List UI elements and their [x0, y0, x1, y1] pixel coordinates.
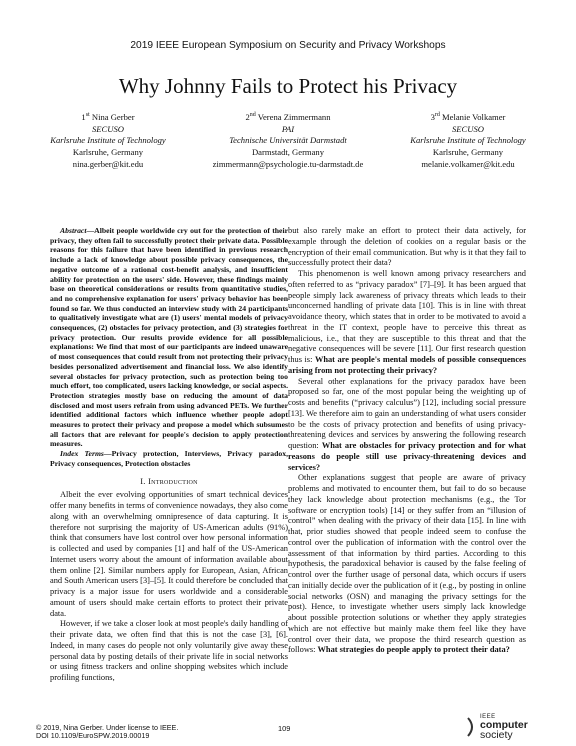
- logo-ieee: IEEE: [480, 714, 496, 720]
- paragraph: Albeit the ever evolving opportunities of smart technical devices offer many benefits in terms of convenience nowadays, they also come along with an overwhelming omnipresence of data capturing. It is therefore not surprising the majority of US-American adults (91%) think that consumers have lost control over how personal information is collected and used by companies [1] and half of the US-American Internet users worry about the amount of information available about them online [2]. Similar numbers apply for European, Asian, African and South American users [3]–[5]. It could therefore be concluded that privacy is a major issue for users worldwide and a considerable amount of users should make certain efforts to protect their private data.: [50, 490, 288, 618]
- right-column: [288, 226, 526, 656]
- author-location: Karlsruhe, Germany: [432, 147, 504, 158]
- author-block-3: [378, 110, 558, 171]
- author-block-2: [198, 110, 378, 171]
- index-terms: Index Terms—Privacy protection, Interviews, Privacy paradox, Privacy consequences, Protection obstacles: [50, 449, 289, 468]
- paragraph: This phenomenon is well known among privacy researchers and often referred to as “privacy paradox” [7]–[9]. It has been argued that people simply lack awareness of privacy threats which leads to their unconcerned handling of private data [10]. This is in line with threat avoidance theory, which states that in order to be motivated to avoid a threat in the IT context, people have to perceive this threat as malicious, i.e., that they are susceptible to this threat and that the negative consequences will be severe [11]. Our first research question thus is: What are people's mental models of possible consequences arising from not protecting their privacy?: [288, 269, 527, 375]
- author-dept: PAI: [281, 123, 295, 134]
- author-location: Darmstadt, Germany: [251, 147, 325, 158]
- left-column: [50, 226, 288, 684]
- author-email: zimmermann@psychologie.tu-darmstadt.de: [212, 159, 364, 170]
- author-email: nina.gerber@kit.edu: [72, 159, 144, 170]
- author-dept: SECUSO: [92, 123, 124, 134]
- paragraph: Several other explanations for the privacy paradox have been proposed so far, one of the most popular being the weighting up of costs and benefits (“privacy calculus”) [12], including social pressure [13]. We therefore aim to gain an understanding of what users consider to be the costs of privacy protection and benefits of using privacy-threatening devices and services by answering the following research question: What are obstacles for privacy protection and for what reasons do people still use privacy-threatening devices and services?: [288, 376, 526, 472]
- author-name: 2nd Verena Zimmermann: [245, 111, 331, 122]
- doi: DOI 10.1109/EuroSPW.2019.00019: [36, 731, 150, 741]
- author-name: 3rd Melanie Volkamer: [430, 111, 506, 122]
- abstract: Abstract—Albeit people worldwide cry out for the protection of their privacy, they often fail to successfully protect their private data. Possible reasons for this failure that have been identified in previous research include a lack of knowledge about possible privacy consequences, the negative outcome of a rational cost-benefit analysis, and insufficient ability for protection on the users' side. However, these findings mainly base on theoretical considerations or results from quantitative studies, and no comprehensive explanation for users' privacy behavior has been found so far. We thus conducted an interview study with 24 participants to qualitatively investigate what are (1) users' mental models of privacy consequences, (2) obstacles for privacy protection, and (3) strategies for privacy protection. Our results provide evidence for all possible explanations: We find that most of our participants are indeed unaware of most consequences that could result from not protecting their privacy besides personalized advertisement and financial loss. We also identify several obstacles for privacy protection, such as protection being too much effort, too complicated, users lacking knowledge, or social aspects. Protection strategies mostly base on reducing the amount of data disclosed and most users refrain from using advanced PETs. We further identified additional factors which influence whether people adopt measures to protect their privacy and propose a model which subsumes all factors that are relevant for people's decision to apply protection measures.: [50, 226, 288, 449]
- author-institution: Karlsruhe Institute of Technology: [50, 135, 166, 146]
- author-location: Karlsruhe, Germany: [72, 147, 144, 158]
- page-number: 109: [278, 724, 291, 733]
- logo-mark-icon: [466, 716, 478, 738]
- research-question-3: What strategies do people apply to protect their data?: [317, 645, 510, 655]
- paragraph: However, if we take a closer look at most people's daily handling of their private data, we often find that this is not the case [3], [6]. Indeed, in many cases do people not only voluntarily give away these personal data by posting details of their private life in social networks or using fitness trackers and online shopping websites which include profiling functions,: [50, 619, 288, 683]
- section-heading: I. Introduction: [140, 476, 198, 486]
- research-question-1: What are people's mental models of possible consequences arising from not protecting their privacy?: [288, 355, 527, 375]
- logo-computer: computer: [480, 719, 528, 731]
- computer-society-logo: [480, 714, 540, 740]
- footer-left: [36, 724, 178, 741]
- research-question-2: What are obstacles for privacy protection and for what reasons do people still use privacy-threatening devices and services?: [288, 441, 526, 472]
- author-block-1: [18, 110, 198, 171]
- paper-title: Why Johnny Fails to Protect his Privacy: [118, 74, 458, 98]
- author-email: melanie.volkamer@kit.edu: [421, 159, 515, 170]
- author-dept: SECUSO: [452, 123, 484, 134]
- author-institution: Karlsruhe Institute of Technology: [410, 135, 526, 146]
- venue-header: 2019 IEEE European Symposium on Security and Privacy Workshops: [130, 40, 446, 51]
- paragraph: Other explanations suggest that people are aware of privacy problems and motivated to encounter them, but fail to do so because they lack knowledge about protection mechanisms (e.g., the Tor software or encryption tools) [14] or they suffer from an “illusion of control” when dealing with the privacy of their data [15]. In line with that, prior studies showed that people indeed seem to confuse the control over the publication of information with the control over the assessment of that information by third parties. According to this hypothesis, the paradoxical behavior is caused by the false feeling of control over the further usage of personal data, which occurs if users can initially decide over the publication of it (e.g., by posting in online social networks (OSN) and managing the privacy settings for the post). Hence, to investigate whether users simply lack knowledge about possible protection solutions or whether they apply strategies which are not effective but mainly make them feel like they have control over their data, we propose the third research question as follows: What strategies do people apply to protect their data?: [288, 473, 526, 655]
- author-institution: Technische Universität Darmstadt: [229, 135, 347, 146]
- author-name: 1st Nina Gerber: [81, 111, 135, 122]
- logo-society: society: [480, 729, 513, 741]
- paragraph: but also rarely make an effort to protect their data actively, for example through the deletion of cookies on a regular basis or the encryption of their email communication. But why is it that they fail to successfully protect their data?: [288, 226, 526, 268]
- copyright-notice: © 2019, Nina Gerber. Under license to IEEE.: [36, 723, 179, 732]
